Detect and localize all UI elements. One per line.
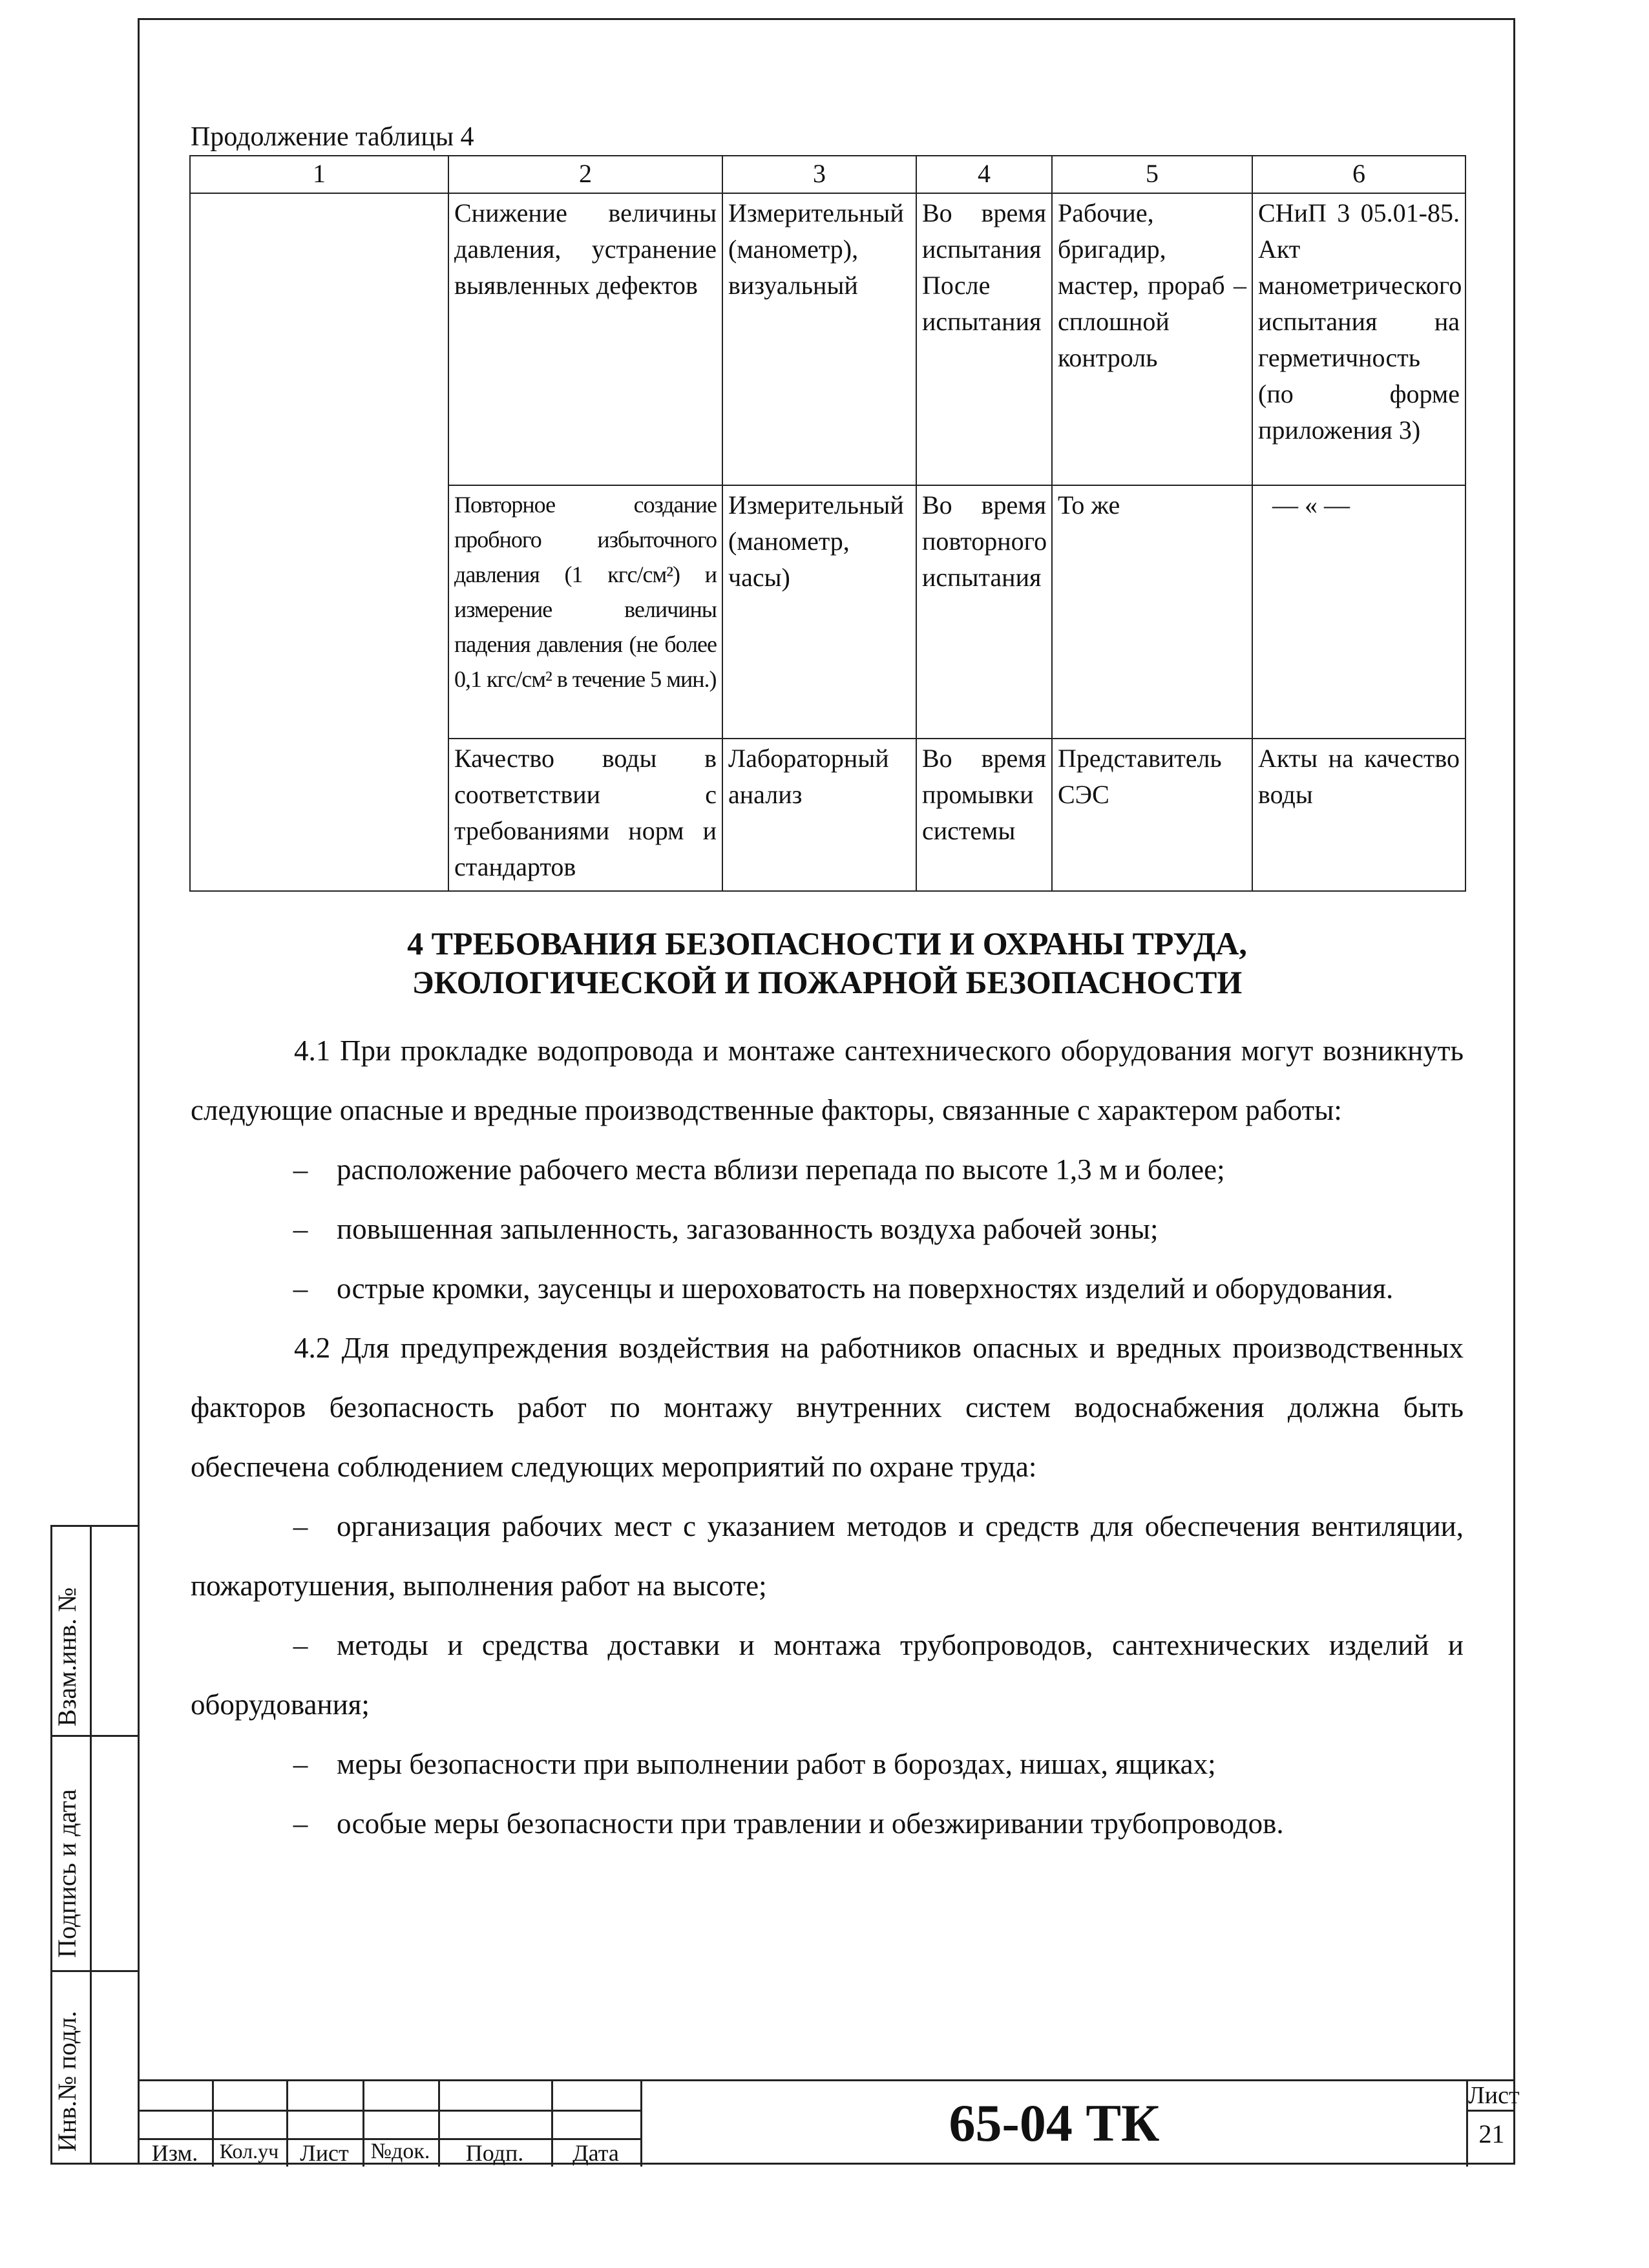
side-label-podpis: Подпись и дата: [52, 1789, 81, 1958]
sheet-label: Лист: [1468, 2082, 1520, 2109]
title-block: [138, 2079, 1520, 2167]
section-title-line2: ЭКОЛОГИЧЕСКОЙ И ПОЖАРНОЙ БЕЗОПАСНОСТИ: [412, 964, 1243, 1000]
list-item-text: методы и средства доставки и монтажа трубопроводов, сантехнических изделий и оборудования;: [191, 1629, 1464, 1721]
list-item-text: расположение рабочего места вблизи перепада по высоте 1,3 м и более;: [337, 1153, 1225, 1186]
dash-marker: –: [293, 1807, 308, 1840]
table-cell-controller: Рабочие, бригадир, мастер, прораб – сплошной контроль: [1052, 193, 1252, 485]
table-header-cell: 5: [1052, 156, 1252, 193]
label-data: Дата: [572, 2140, 619, 2166]
list-item-text: организация рабочих мест с указанием методов и средств для обеспечения вентиляции, пожаротушения, выполнения работ на высоте;: [191, 1510, 1464, 1602]
side-label-vzam: Взам.инв. №: [52, 1587, 81, 1727]
table-cell-operation: Качество воды в соответствии с требованиями норм и стандартов: [448, 739, 722, 891]
table-header-row: [190, 156, 1465, 193]
table-cell-operation: Снижение величины давления, устранение выявленных дефектов: [448, 193, 722, 485]
table-cell-method: Измерительный (манометр), визуальный: [722, 193, 916, 485]
list-item-text: особые меры безопасности при травлении и обезжиривании трубопроводов.: [337, 1807, 1284, 1840]
table-cell-document: Акты на качество воды: [1252, 739, 1465, 891]
table-header-cell: 1: [190, 156, 448, 193]
list-item-text: меры безопасности при выполнении работ в бороздах, нишах, ящиках;: [337, 1748, 1216, 1780]
table-cell-method: Измерительный (манометр, часы): [722, 485, 916, 739]
table-cell-document: — « —: [1252, 485, 1465, 739]
paragraph-4-2: 4.2 Для предупреждения воздействия на работников опасных и вредных производственных факторов безопасность работ по монтажу внутренних систем водоснабжения должна быть обеспечена соблюдением следующих мероприятий по охране труда:: [191, 1332, 1464, 1483]
dash-marker: –: [293, 1272, 308, 1305]
label-list: Лист: [300, 2140, 349, 2166]
table-header-cell: 4: [916, 156, 1052, 193]
table-cell-operation: Повторное создание пробного избыточного давления (1 кгс/см²) и измерение величины падения давления (не более 0,1 кгс/см² в течение 5 мин.): [448, 485, 722, 739]
table-caption: Продолжение таблицы 4: [191, 122, 474, 152]
table-cell-time: Во время повторного испытания: [916, 485, 1052, 739]
list-item: [191, 1496, 1464, 1615]
table-cell-controller: То же: [1052, 485, 1252, 739]
table-header-cell: 3: [722, 156, 916, 193]
dash-marker: –: [293, 1629, 308, 1661]
label-izm: Изм.: [151, 2140, 198, 2166]
table-cell-stage: [190, 193, 448, 891]
sheet-number: 21: [1478, 2119, 1505, 2148]
list-item: [191, 1794, 1464, 1853]
table-row: [190, 193, 1465, 485]
section-title-line1: 4 ТРЕБОВАНИЯ БЕЗОПАСНОСТИ И ОХРАНЫ ТРУДА,: [407, 925, 1247, 961]
table-cell-time: Во время промывки системы: [916, 739, 1052, 891]
list-item: [191, 1734, 1464, 1794]
dash-marker: –: [293, 1213, 308, 1245]
label-podp: Подп.: [465, 2140, 524, 2166]
table-header-cell: 2: [448, 156, 722, 193]
list-item-text: повышенная запыленность, загазованность воздуха рабочей зоны;: [337, 1213, 1159, 1245]
table-cell-method: Лабораторный анализ: [722, 739, 916, 891]
section-body: [191, 1021, 1464, 1853]
table-cell-controller: Представитель СЭС: [1052, 739, 1252, 891]
table-cell-time: Во время испытания После испытания: [916, 193, 1052, 485]
label-kol-uch: Кол.уч: [219, 2139, 279, 2163]
list-item-text: острые кромки, заусенцы и шероховатость на поверхностях изделий и оборудования.: [337, 1272, 1394, 1305]
dash-marker: –: [293, 1510, 308, 1542]
table-cell-document: СНиП 3 05.01-85. Акт манометрического испытания на герметичность (по форме приложения 3): [1252, 193, 1465, 485]
dash-marker: –: [293, 1748, 308, 1780]
table-header-cell: 6: [1252, 156, 1465, 193]
list-item: [191, 1199, 1464, 1259]
paragraph-4-1: 4.1 При прокладке водопровода и монтаже сантехнического оборудования могут возникнуть следующие опасные и вредные производственные факторы, связанные с характером работы:: [191, 1034, 1464, 1126]
continuation-table: [189, 155, 1466, 892]
list-item: [191, 1259, 1464, 1318]
dash-marker: –: [293, 1153, 308, 1186]
section-title: [191, 924, 1464, 1002]
list-item: [191, 1140, 1464, 1199]
document-code: 65-04 ТК: [949, 2094, 1160, 2152]
label-ndok: №док.: [370, 2139, 430, 2163]
list-item: [191, 1615, 1464, 1734]
side-label-inv: Инв.№ подл.: [52, 2011, 81, 2152]
